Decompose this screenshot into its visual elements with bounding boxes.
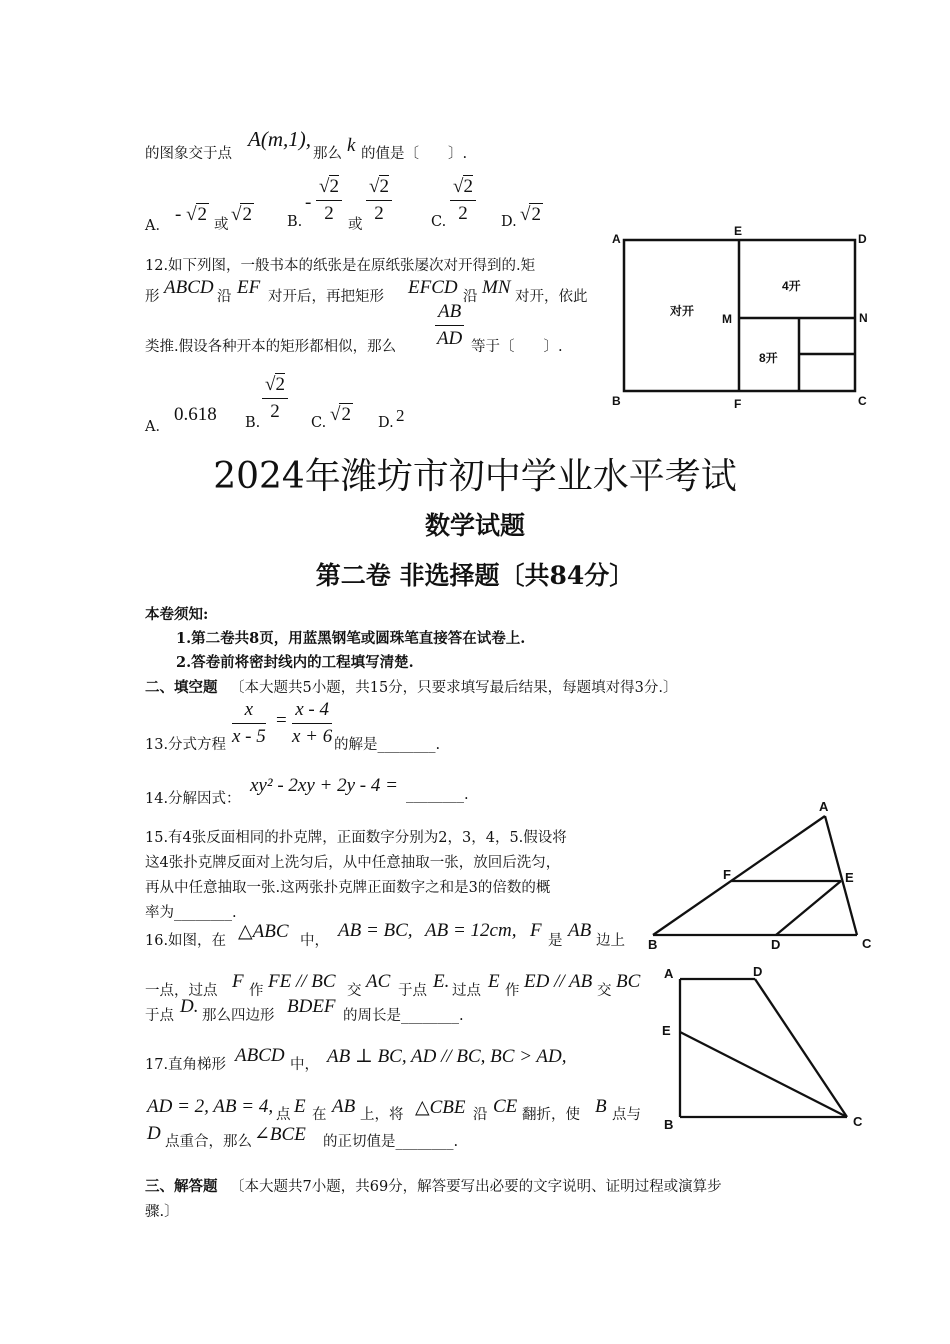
q12-opt-a-val: 0.618 [174,404,217,425]
q12-opt-a-label: A． [145,419,170,435]
q12-l2-h: MN [482,277,511,298]
q17-d: AB ⊥ BC, AD // BC, BC > AD, [327,1046,567,1067]
q16-t: ED // AB [524,971,593,992]
section3-desc2: 骤.〕 [145,1204,179,1220]
q11-stem-pre: 的图象交于点 [145,146,232,162]
q11-opt-d-label: D. [501,214,517,230]
q11-point: A(m,1), [248,127,311,151]
q13-eq: = [276,710,287,731]
q16-w: 于点 [145,1008,174,1024]
q17-l: 沿 [473,1107,488,1123]
q17-p: 点与 [612,1107,641,1123]
q16-label-c: C [862,936,872,951]
q12-l2-g: 沿 [463,289,478,305]
q12-label-n: N [859,311,868,325]
q17-b: ABCD [235,1045,285,1066]
q16-f: 是 [548,933,563,949]
q12-opt-c-label: C. [311,415,327,431]
q12-label-f: F [734,397,742,411]
q15-line4: 率为________. [145,905,237,921]
q16-label-b: B [648,937,658,952]
q14-pre: 14.分解因式： [145,791,241,807]
q16-e: F [530,920,542,941]
q12-opt-d-label: D. [378,415,394,431]
q15-line2: 这4张扑克牌反面对上洗匀后，从中任意抽取一张，放回后洗匀， [145,855,561,871]
q17-c: 中， [290,1057,319,1073]
q17-label-a: A [664,966,674,981]
q16-label-e: E [845,870,854,885]
q11-stem-post: 的值是〔 〕. [361,146,468,162]
section3-head: 三、解答题 [145,1178,218,1195]
q13-right-frac: $\frac{x - 4}{x + 6}$ [292,699,333,747]
q16-n: AC [366,971,391,992]
q17-f: 点 [276,1107,291,1123]
q16-label-a: A [819,799,829,814]
q12-l2-a: 形 [145,289,160,305]
q17-s: ∠BCE [254,1124,306,1145]
q16-tri: △ABC [238,921,289,942]
exam-subtitle: 数学试题 [424,511,525,540]
q12-opt-d-val: 2 [396,406,405,425]
q11-opt-a: - √2 [175,204,208,225]
q11-opt-a-root1: 2 [197,204,208,225]
q16-o: 于点 [398,983,427,999]
q12-line1: 12.如下列图，一般书本的纸张是在原纸张屡次对开得到的.矩 [145,258,536,274]
q16-figure [642,796,882,954]
section3-desc1: 〔本大题共7小题，共69分，解答要写出必要的文字说明、证明过程或演算步 [230,1179,722,1195]
q12-opt-c-root: √2 [330,404,351,425]
q16-k: 作 [249,983,264,999]
q16-g: AB [568,920,592,941]
q16-label-d: D [771,937,781,952]
q11-opt-c-frac: $\frac{√2}{2}$ [450,176,476,225]
q12-label-8kai: 8开 [759,351,778,365]
q11-opt-c-label: C. [431,214,447,230]
q13-pre: 13.分式方程 [145,737,227,753]
q12-label-c: C [858,394,867,408]
q12-l3-a: 类推.假设各种开本的矩形都相似，那么 [145,339,397,355]
q11-opt-b-label: B. [287,214,303,230]
q12-l2-d: EF [237,277,261,298]
q16-u: 交 [597,983,612,999]
q12-l2-e: 对开后，再把矩形 [268,289,384,305]
q14-post: ________. [406,787,469,803]
q16-p: E. [433,971,450,992]
q17-label-b: B [664,1117,674,1132]
q12-l2-i: 对开，依此 [515,289,588,305]
q17-label-e: E [662,1023,671,1038]
q12-label-m: M [722,312,732,326]
notes-2: 2.答卷前将密封线内的工程填写清楚. [176,654,414,671]
q16-m: 交 [347,983,362,999]
q12-frac: $\frac{AB}{AD}$ [436,301,463,349]
q17-q: D [147,1123,161,1144]
volume-title: 第二卷 非选择题〔共84分〕 [315,561,635,590]
q17-label-c: C [853,1114,863,1129]
q16-i: 一点，过点 [145,983,218,999]
q12-label-d: D [858,232,867,246]
q17-m: CE [493,1096,518,1117]
q15-line3: 再从中任意抽取一张.这两张扑克牌正面数字之和是3的倍数的概 [145,880,551,896]
q16-y: 那么四边形 [202,1008,275,1024]
q13-post: 的解是________. [334,737,441,753]
section2-head: 二、填空题 [145,679,218,696]
notes-head: 本卷须知: [145,606,209,623]
q12-opt-b-label: B. [245,415,261,431]
q16-label-f: F [723,867,731,882]
q17-t: 的正切值是________. [323,1134,459,1150]
q12-label-a: A [612,232,621,246]
q16-s: 作 [505,983,520,999]
q16-j: F [232,971,244,992]
q16-x: D. [180,996,199,1017]
q11-opt-d-root: √2 [520,204,541,225]
exam-title: 2024年潍坊市初中学业水平考试 [213,456,737,497]
q11-opt-b-frac1: $\frac{√2}{2}$ [316,176,342,225]
q17-o: B [595,1096,607,1117]
q12-label-e: E [734,224,743,238]
q12-figure [610,222,880,417]
q16-h: 边上 [596,933,625,949]
q16-a: 16.如图，在 [145,933,227,949]
q11-opt-b-or: 或 [348,217,363,233]
q12-l3-b: 等于〔 〕. [471,339,563,355]
q16-q: 过点 [452,983,481,999]
q11-opt-a-or: 或 [214,217,229,233]
q17-j: 上，将 [360,1107,404,1123]
q12-l2-b: ABCD [164,277,214,298]
q17-h: 在 [312,1107,327,1123]
q12-label-4kai: 4开 [782,279,801,293]
q12-label-duikai: 对开 [670,304,695,318]
q11-stem-mid: 那么 [313,146,342,162]
q11-opt-a-label: A． [145,218,170,234]
q16-z: BDEF [287,996,336,1017]
q16-v: BC [616,971,641,992]
q17-n: 翻折，使 [522,1107,580,1123]
q16-b: 中， [300,933,329,949]
q11-var-k: k [347,135,356,156]
q11-opt-b-minus: - [305,192,312,213]
q11-opt-a-minus: - [175,204,182,225]
q17-r: 点重合，那么 [165,1134,252,1150]
q17-label-d: D [753,964,763,979]
q12-l2-c: 沿 [217,289,232,305]
q15-line1: 15.有4张反面相同的扑克牌，正面数字分别为2，3，4，5.假设将 [145,830,567,846]
q12-label-b: B [612,394,621,408]
q14-expr: xy² - 2xy + 2y - 4 = [250,775,398,796]
q12-opt-b-frac: $\frac{√2}{2}$ [262,374,288,423]
q16-l: FE // BC [268,971,336,992]
q17-i: AB [332,1096,356,1117]
q17-a: 17.直角梯形 [145,1057,227,1073]
q16-r: E [488,971,500,992]
q17-k: △CBE [415,1097,466,1118]
q16-c: AB = BC, [338,920,413,941]
notes-1: 1.第二卷共8页，用蓝黑钢笔或圆珠笔直接答在试卷上. [176,630,526,647]
q12-l2-f: EFCD [408,277,458,298]
q17-e: AD = 2, AB = 4, [147,1096,274,1117]
q11-opt-a-root2: √2 [231,204,252,225]
q11-opt-b-frac2: $\frac{√2}{2}$ [366,176,392,225]
section2-desc: 〔本大题共5小题，共15分，只要求填写最后结果，每题填对得3分.〕 [230,680,678,696]
q13-left-frac: $\frac{x}{x - 5}$ [232,699,266,747]
q16-z2: 的周长是________. [343,1008,464,1024]
q16-d: AB = 12cm, [425,920,517,941]
q17-figure [658,962,878,1137]
q17-g: E [294,1096,306,1117]
